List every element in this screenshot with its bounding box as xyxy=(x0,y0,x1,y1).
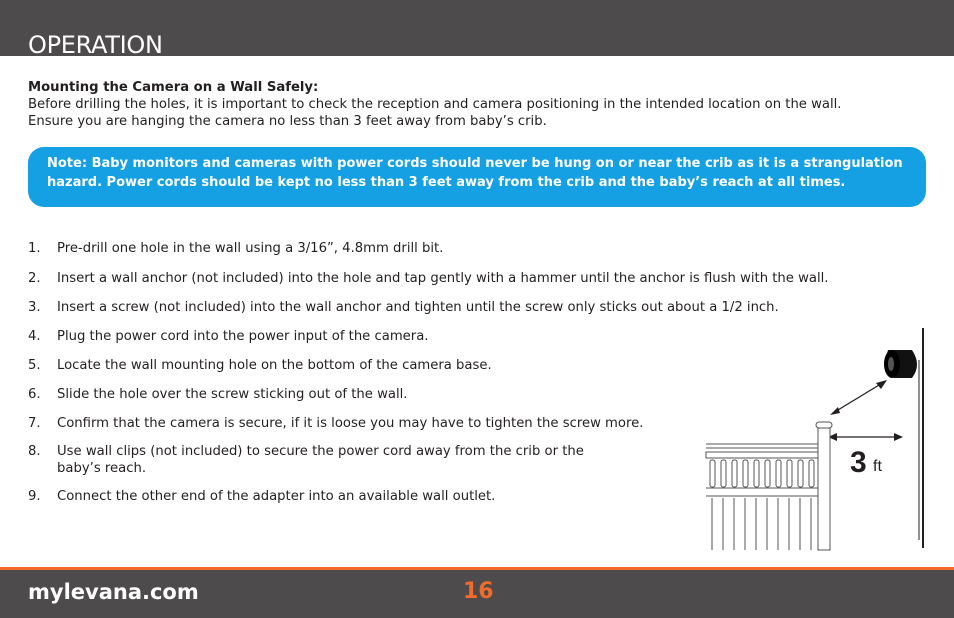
diagonal-arrow-icon xyxy=(830,380,887,415)
step-number: 9. xyxy=(28,489,41,504)
distance-unit: ft xyxy=(873,458,882,475)
step-text: Pre-drill one hole in the wall using a 3/16”, 4.8mm drill bit. xyxy=(57,241,444,256)
step-text: Slide the hole over the screw sticking out of the wall. xyxy=(57,387,408,402)
intro-line-1: Before drilling the holes, it is important to check the reception and camera positioning in the intended location on the wall. xyxy=(28,97,842,112)
footer-url: mylevana.com xyxy=(28,580,199,604)
step-number: 3. xyxy=(28,300,41,315)
step-number: 7. xyxy=(28,416,41,431)
page-number: 16 xyxy=(463,579,494,604)
step-number: 4. xyxy=(28,329,41,344)
step-number: 1. xyxy=(28,241,41,256)
page-title: OPERATION xyxy=(28,31,163,59)
step-number: 5. xyxy=(28,358,41,373)
step-number: 6. xyxy=(28,387,41,402)
horizontal-arrow-icon xyxy=(828,433,903,441)
step-text: Insert a screw (not included) into the wall anchor and tighten until the screw only sticks out about a 1/2 inch. xyxy=(57,300,779,315)
step-text: Connect the other end of the adapter into an available wall outlet. xyxy=(57,489,496,504)
section-heading: Mounting the Camera on a Wall Safely: xyxy=(28,80,319,95)
crib-wall-illustration xyxy=(700,320,940,555)
step-text: Plug the power cord into the power input of the camera. xyxy=(57,329,429,344)
step-text: Locate the wall mounting hole on the bottom of the camera base. xyxy=(57,358,492,373)
step-number: 2. xyxy=(28,271,41,286)
intro-section xyxy=(28,79,938,130)
safety-note xyxy=(28,147,926,207)
step-text xyxy=(57,443,584,477)
distance-value: 3 xyxy=(850,446,867,479)
crib-icon xyxy=(706,422,832,550)
camera-icon xyxy=(884,350,917,378)
step-text-line-2: baby’s reach. xyxy=(57,461,147,476)
step-text-line-1: Use wall clips (not included) to secure the power cord away from the crib or the xyxy=(57,444,584,459)
note-line-1: Note: Baby monitors and cameras with power cords should never be hung on or near the crib as it is a strangulation xyxy=(47,156,903,171)
step-text: Confirm that the camera is secure, if it is loose you may have to tighten the screw more. xyxy=(57,416,644,431)
note-line-2: hazard. Power cords should be kept no less than 3 feet away from the crib and the baby’s reach at all times. xyxy=(47,175,846,190)
crib-slats xyxy=(710,460,814,550)
step-number: 8. xyxy=(28,444,41,459)
step-text: Insert a wall anchor (not included) into the hole and tap gently with a hammer until the anchor is flush with the wall. xyxy=(57,271,829,286)
intro-line-2: Ensure you are hanging the camera no less than 3 feet away from baby’s crib. xyxy=(28,114,547,129)
